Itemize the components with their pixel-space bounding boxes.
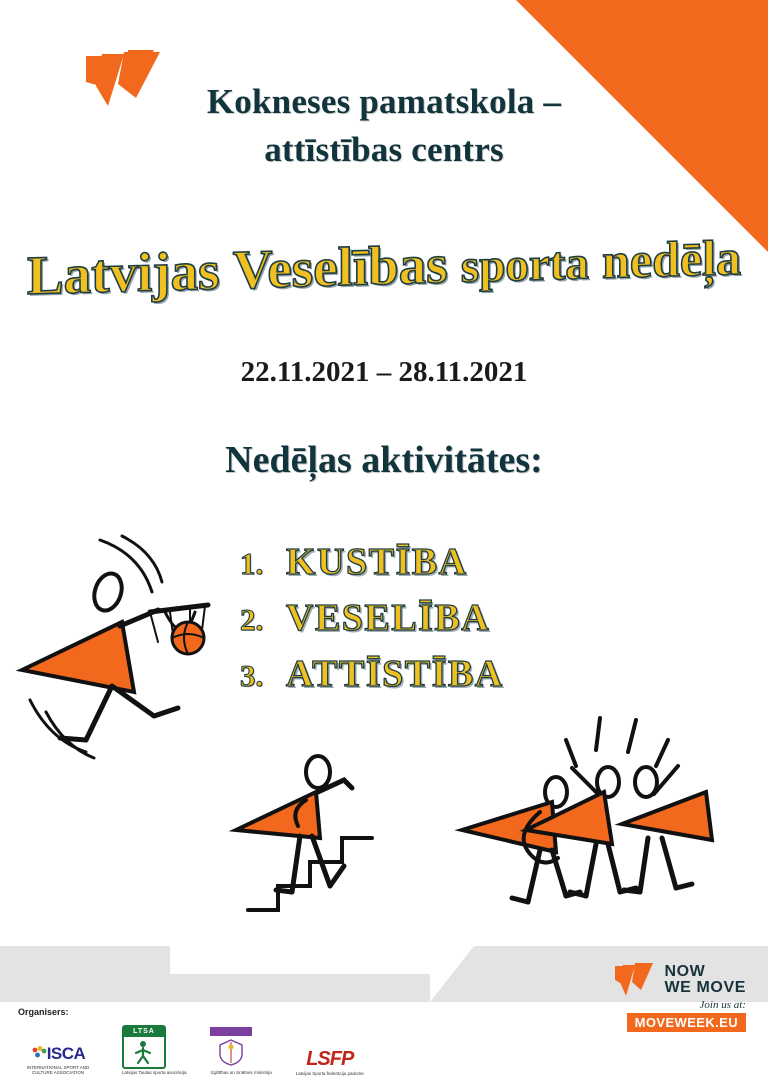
- school-title-line1: Kokneses pamatskola –: [206, 82, 562, 121]
- activity-number: 3.: [240, 658, 264, 693]
- organisers-label: Organisers:: [18, 1007, 69, 1017]
- join-us-label: Join us at:: [699, 999, 746, 1011]
- izm-purple-bar: [210, 1027, 252, 1036]
- activity-label: KUSTĪBA: [286, 541, 468, 583]
- nwm-line-2: WE MOVE: [664, 979, 746, 996]
- now-we-move-wordmark: [664, 964, 746, 996]
- footer-band-slant: [430, 946, 474, 1002]
- main-title-word-1: Latvijas: [26, 239, 220, 306]
- activity-label: ATTĪSTĪBA: [286, 653, 504, 695]
- lsfp-wordmark: LSFP: [306, 1048, 354, 1070]
- activity-number: 1.: [240, 546, 264, 581]
- stairs-figure-icon: [236, 756, 372, 910]
- main-title-word-4: nedēļa: [602, 229, 742, 289]
- school-title: [0, 78, 768, 175]
- isca-wordmark: ISCA: [46, 1043, 86, 1063]
- now-we-move-footer-logo: [614, 960, 746, 1000]
- organisers-logo-row: [18, 1020, 438, 1076]
- isca-caption: INTERNATIONAL SPORT AND CULTURE ASSOCIATION: [26, 1064, 90, 1076]
- event-dates: 22.11.2021 – 28.11.2021: [240, 356, 528, 388]
- ltsa-wordmark: LTSA: [124, 1027, 164, 1037]
- ltsa-logo: [122, 1025, 186, 1076]
- main-title: [0, 223, 768, 307]
- ltsa-caption: Latvijas Tautas sporta asociācija: [122, 1070, 187, 1076]
- list-item: [240, 540, 504, 584]
- ltsa-figure-icon: [125, 1039, 161, 1065]
- isca-mark-icon: [31, 1045, 47, 1061]
- isca-logo: [18, 1044, 98, 1076]
- celebration-figures-icon: [462, 718, 712, 902]
- join-us-block: [627, 999, 746, 1032]
- footer-band-notch: [170, 946, 435, 974]
- ltsa-mark-icon: [122, 1025, 166, 1069]
- activities-list: [240, 540, 504, 708]
- lsfp-logo: [296, 1048, 364, 1076]
- moveweek-url[interactable]: MOVEWEEK.EU: [627, 1013, 746, 1032]
- activity-label: VESELĪBA: [286, 597, 491, 639]
- organisers-block: [18, 1007, 438, 1076]
- activities-heading: Nedēļas aktivitātes:: [225, 439, 543, 481]
- basketball-figure-icon: [22, 536, 208, 758]
- now-we-move-mark-icon: [614, 960, 656, 1000]
- lsfp-caption: Latvijas Sporta federāciju padome: [295, 1071, 364, 1076]
- activity-number: 2.: [240, 602, 264, 637]
- izm-mark-icon: [210, 1027, 252, 1069]
- list-item: [240, 596, 504, 640]
- school-title-line2: attīstības centrs: [264, 130, 504, 170]
- nwm-line-1: NOW: [664, 963, 706, 980]
- main-title-word-3: sporta: [460, 237, 589, 293]
- latvia-coat-of-arms-icon: [217, 1038, 245, 1066]
- main-title-word-2: Veselības: [232, 233, 448, 301]
- izm-logo: [210, 1027, 271, 1076]
- izm-caption: Izglītības un zinātnes ministrija: [210, 1070, 272, 1076]
- list-item: [240, 652, 504, 696]
